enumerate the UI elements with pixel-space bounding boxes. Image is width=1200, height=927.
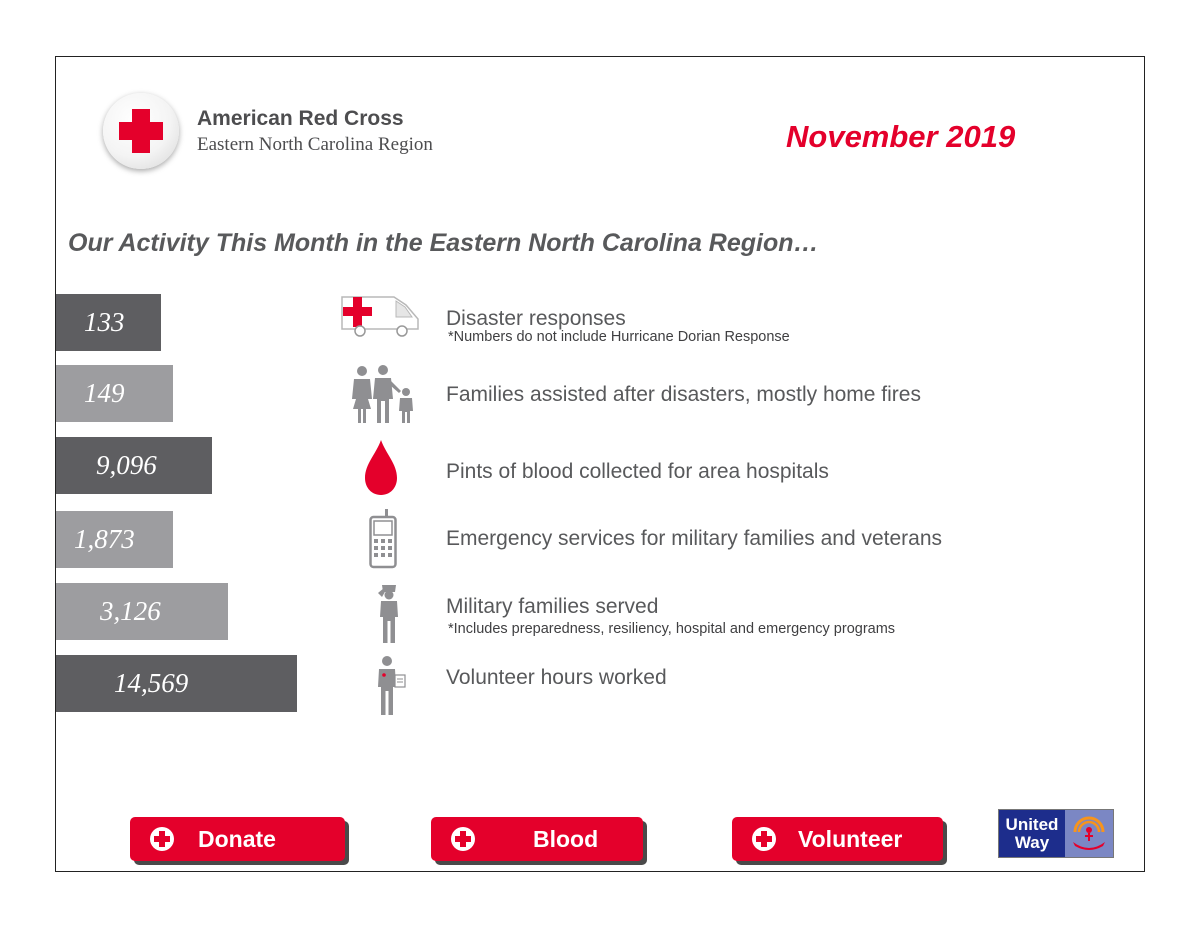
stat-label: Disaster responses xyxy=(446,307,626,330)
mobile-phone-icon xyxy=(369,509,397,569)
stat-value: 133 xyxy=(84,307,125,337)
stat-bar-disaster-responses xyxy=(56,294,161,351)
org-name: American Red Cross xyxy=(197,107,404,130)
stat-bar-families-assisted xyxy=(56,365,173,422)
plus-circle-icon xyxy=(752,827,776,851)
plus-circle-icon xyxy=(451,827,475,851)
infographic-frame xyxy=(55,56,1145,872)
united-way-line2: Way xyxy=(1014,832,1050,852)
stat-label: Emergency services for military families and veterans xyxy=(446,527,943,550)
united-way-hand-icon xyxy=(1065,810,1113,857)
stat-bar-emergency-services xyxy=(56,511,173,568)
blood-button-label: Blood xyxy=(533,825,599,852)
volunteer-button-label: Volunteer xyxy=(798,825,903,852)
org-region: Eastern North Carolina Region xyxy=(197,134,433,155)
blood-button[interactable] xyxy=(431,817,643,861)
stat-value: 14,569 xyxy=(114,668,189,698)
stat-value: 149 xyxy=(84,378,125,408)
united-way-logo[interactable] xyxy=(998,809,1114,858)
donate-button[interactable] xyxy=(130,817,345,861)
stat-value: 9,096 xyxy=(96,450,157,480)
stat-bar-pints-of-blood xyxy=(56,437,212,494)
plus-circle-icon xyxy=(150,827,174,851)
stat-note: *Includes preparedness, resiliency, hospital and emergency programs xyxy=(448,621,896,637)
volunteer-button[interactable] xyxy=(732,817,943,861)
saluting-soldier-icon xyxy=(376,583,402,643)
united-way-line1: United xyxy=(1005,814,1059,834)
ambulance-icon xyxy=(340,293,420,337)
red-cross-logo-icon xyxy=(103,93,179,169)
stat-label: Pints of blood collected for area hospitals xyxy=(446,460,829,483)
stat-value: 1,873 xyxy=(74,524,135,554)
family-icon xyxy=(349,365,423,423)
volunteer-icon xyxy=(376,655,408,715)
united-way-wordmark xyxy=(999,810,1065,857)
donate-button-label: Donate xyxy=(198,825,276,852)
stat-bar-military-families xyxy=(56,583,228,640)
stat-value: 3,126 xyxy=(100,596,161,626)
stat-label: Military families served xyxy=(446,595,659,618)
stat-bar-volunteer-hours xyxy=(56,655,297,712)
stat-label: Families assisted after disasters, mostly home fires xyxy=(446,383,921,406)
blood-drop-icon xyxy=(364,440,398,496)
stat-note: *Numbers do not include Hurricane Dorian Response xyxy=(448,329,790,345)
report-month: November 2019 xyxy=(786,119,1016,154)
stat-label: Volunteer hours worked xyxy=(446,666,667,689)
page-title: Our Activity This Month in the Eastern North Carolina Region… xyxy=(68,229,819,257)
